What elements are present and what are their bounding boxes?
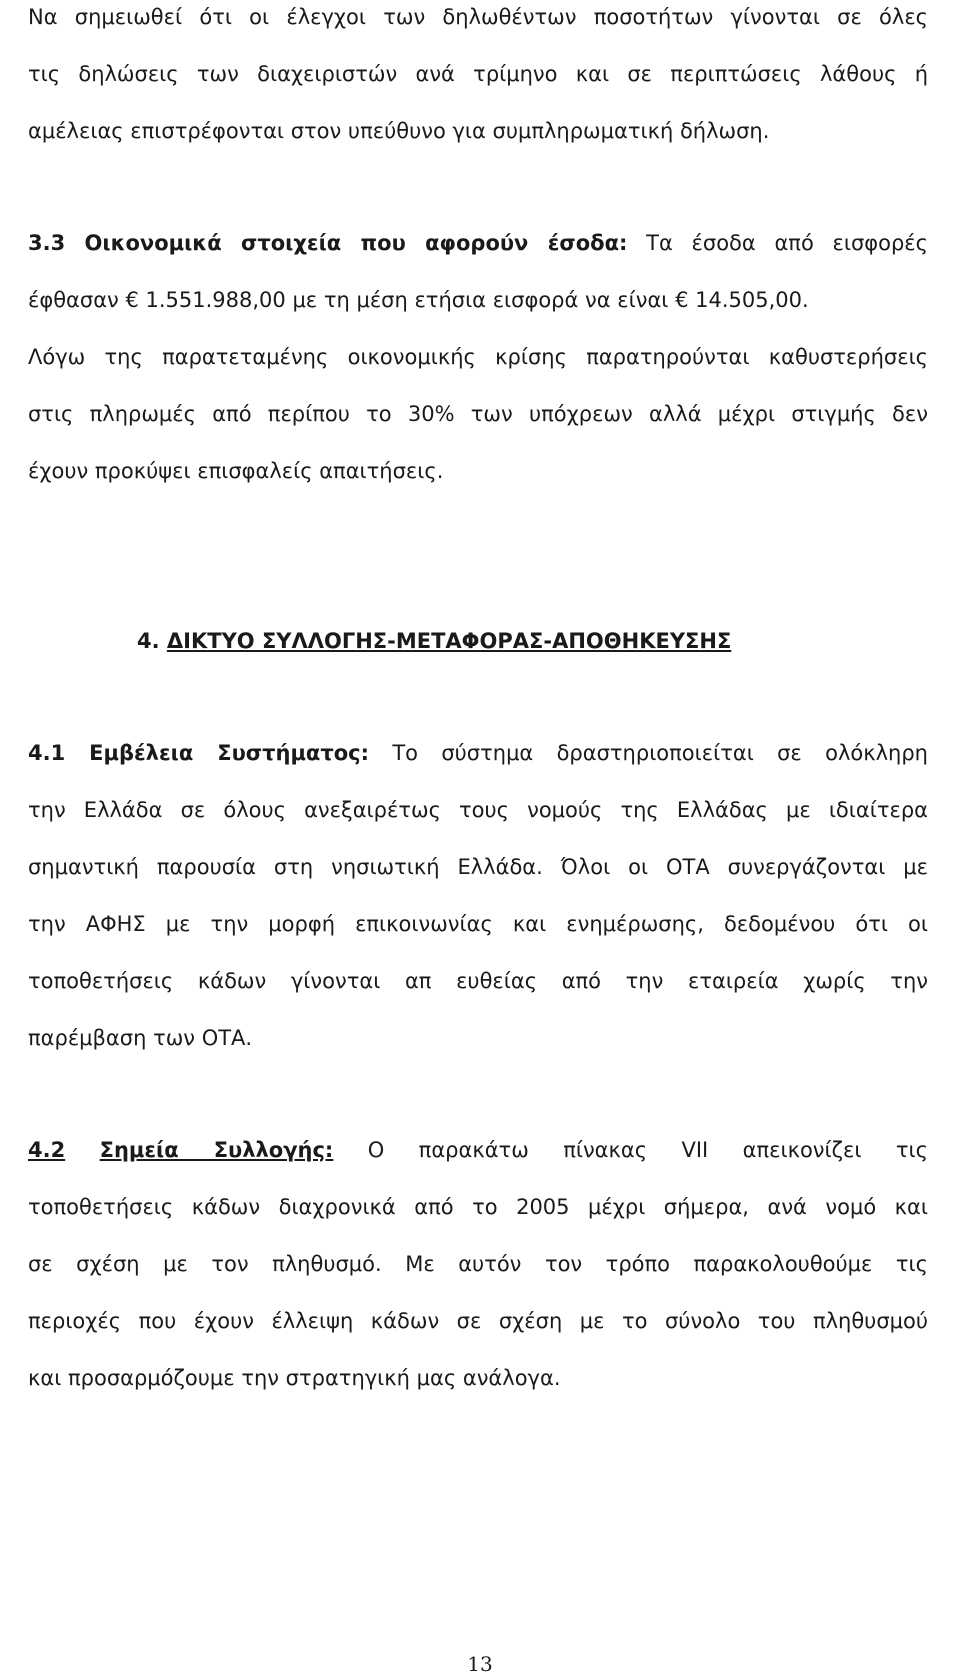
section-4-2-title: Σημεία Συλλογής:: [99, 1138, 334, 1162]
section-4-1-line-2: την Ελλάδα σε όλους ανεξαιρέτως τους νομούς της Ελλάδας με ιδιαίτερα: [28, 798, 928, 822]
section-4-2-line-3: σε σχέση με τον πληθυσμό. Με αυτόν τον τρόπο παρακολουθούμε τις: [28, 1252, 928, 1276]
intro-line-1: Να σημειωθεί ότι οι έλεγχοι των δηλωθέντων ποσοτήτων γίνονται σε όλες: [28, 5, 928, 29]
section-4-2-line-4: περιοχές που έχουν έλλειψη κάδων σε σχέση με το σύνολο του πληθυσμού: [28, 1309, 928, 1333]
section-4-2-line-1-text: Ο παρακάτω πίνακας VII απεικονίζει τις: [367, 1138, 928, 1162]
section-4-2-line-1: [28, 1135, 928, 1165]
section-3-3-line-1: [28, 228, 928, 258]
section-4-1-line-1: [28, 738, 928, 768]
intro-line-3: αμέλειας επιστρέφονται στον υπεύθυνο για συμπληρωματική δήλωση.: [28, 119, 770, 143]
section-4-2-line-2: τοποθετήσεις κάδων διαχρονικά από το 2005 μέχρι σήμερα, ανά νομό και: [28, 1195, 928, 1219]
section-4-1-title: 4.1 Εμβέλεια Συστήματος:: [28, 741, 370, 765]
section-4-2-number: 4.2: [28, 1138, 66, 1162]
section-3-3-line-2: έφθασαν € 1.551.988,00 με τη μέση ετήσια εισφορά να είναι € 14.505,00.: [28, 288, 809, 312]
section-3-3-line-3: Λόγω της παρατεταμένης οικονομικής κρίσης παρατηρούνται καθυστερήσεις: [28, 345, 928, 369]
section-3-3-line-5: έχουν προκύψει επισφαλείς απαιτήσεις.: [28, 459, 444, 483]
section-4-number: 4.: [137, 629, 160, 653]
section-3-3-title: 3.3 Οικονομικά στοιχεία που αφορούν έσοδα:: [28, 231, 628, 255]
section-3-3-line-4: στις πληρωμές από περίπου το 30% των υπόχρεων αλλά μέχρι στιγμής δεν: [28, 402, 928, 426]
section-4-1-line-5: τοποθετήσεις κάδων γίνονται απ ευθείας από την εταιρεία χωρίς την: [28, 969, 928, 993]
section-4-2-line-5: και προσαρμόζουμε την στρατηγική μας ανάλογα.: [28, 1366, 561, 1390]
section-4-1-line-6: παρέμβαση των ΟΤΑ.: [28, 1026, 253, 1050]
section-4-1-line-4: την ΑΦΗΣ με την μορφή επικοινωνίας και ενημέρωσης, δεδομένου ότι οι: [28, 912, 928, 936]
section-4-1-line-1-text: Το σύστημα δραστηριοποιείται σε ολόκληρη: [392, 741, 928, 765]
section-4-heading: [137, 626, 731, 656]
page-number: 13: [467, 1652, 493, 1676]
intro-line-2: τις δηλώσεις των διαχειριστών ανά τρίμηνο και σε περιπτώσεις λάθους ή: [28, 62, 928, 86]
section-4-title: ΔΙΚΤΥΟ ΣΥΛΛΟΓΗΣ-ΜΕΤΑΦΟΡΑΣ-ΑΠΟΘΗΚΕΥΣΗΣ: [166, 629, 732, 653]
section-4-1-line-3: σημαντική παρουσία στη νησιωτική Ελλάδα. Όλοι οι ΟΤΑ συνεργάζονται με: [28, 855, 928, 879]
section-3-3-line-1-text: Τα έσοδα από εισφορές: [646, 231, 928, 255]
